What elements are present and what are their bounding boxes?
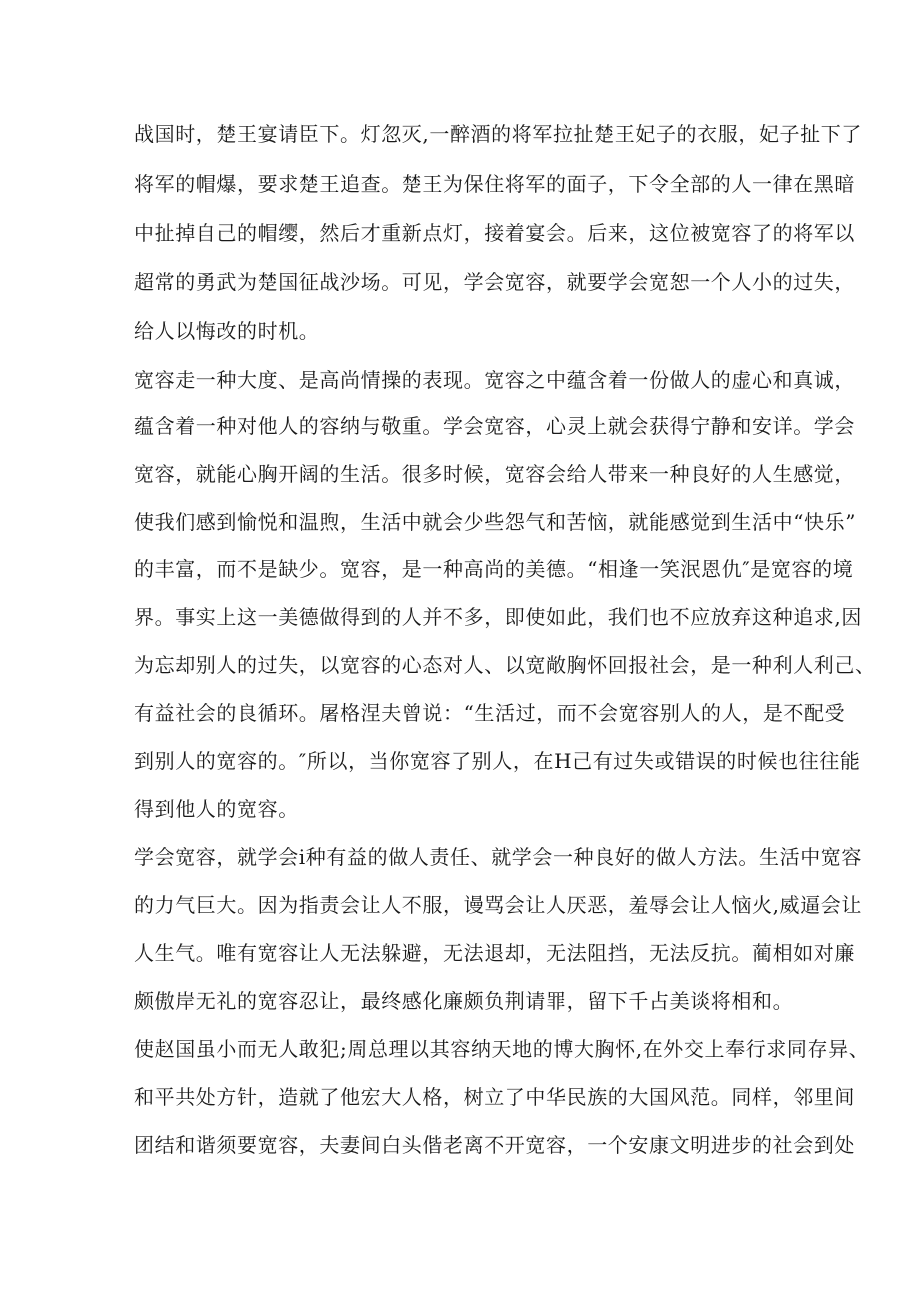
paragraph-1-line-2: 将军的帽爆，要求楚王追查。楚王为保住将军的面子，下令全部的人一律在黑暗: [134, 172, 855, 196]
paragraph-1-line-3: 中扯掉自己的帽缨，然后才重新点灯，接着宴会。后来，这位被宽容了的将军以: [134, 221, 855, 245]
paragraph-2-line-4: 使我们感到愉悦和温煦，生活中就会少些怨气和苦恼，就能感觉到生活中“快乐”: [134, 510, 857, 534]
paragraph-2-line-9: 到别人的宽容的。″所以，当你宽容了别人，在H己有过失或错误的时候也往往能: [134, 749, 861, 773]
paragraph-3-line-2: 的力气巨大。因为指责会让人不服，谩骂会让人厌恶，羞辱会让人恼火,威逼会让: [134, 893, 862, 917]
paragraph-2-line-5: 的丰富，而不是缺少。宽容，是一种高尚的美德。“相逢一笑泯恩仇″是宽容的境: [134, 557, 854, 581]
paragraph-2-line-2: 蕴含着一种对他人的容纳与敬重。学会宽容，心灵上就会获得宁静和安详。学会: [134, 414, 855, 438]
paragraph-3-line-1: 学会宽容，就学会i种有益的做人责任、就学会一种良好的做人方法。生活中宽容: [134, 845, 862, 869]
paragraph-4-line-1: 使赵国虽小而无人敢犯;周总理以其容纳天地的博大胸怀,在外交上奉行求同存异、: [134, 1037, 870, 1061]
paragraph-1-line-5: 给人以悔改的时机。: [134, 319, 320, 343]
paragraph-1-line-4: 超常的勇武为楚国征战沙场。可见，学会宽容，就要学会宽恕一个人小的过失，: [134, 270, 855, 294]
paragraph-2-line-1: 宽容走一种大度、是高尚情操的表现。宽容之中蕴含着一份做人的虚心和真诚，: [134, 368, 855, 392]
paragraph-2-line-8: 有益社会的良循环。屠格涅夫曾说：“生活过，而不会宽容别人的人，是不配受: [134, 701, 846, 725]
paragraph-4-line-2: 和平共处方针，造就了他宏大人格，树立了中华民族的大国风范。同样，邻里间: [134, 1085, 855, 1109]
paragraph-2-line-7: 为忘却别人的过失，以宽容的心态对人、以宽敞胸怀回报社会，是一种利人利己、: [134, 653, 876, 677]
paragraph-1-line-1: 战国时，楚王宴请臣下。灯忽灭,一醉酒的将军拉扯楚王妃子的衣服，妃子扯下了: [134, 122, 862, 146]
paragraph-2-line-3: 宽容，就能心胸开阔的生活。很多时候，宽容会给人带来一种良好的人生感觉，: [134, 462, 855, 486]
paragraph-4-line-3: 团结和谐须要宽容，夫妻间白头偕老离不开宽容，一个安康文明进步的社会到处: [134, 1133, 855, 1157]
paragraph-2-line-6: 界。事实上这一美德做得到的人并不多，即使如此，我们也不应放弃这种追求,因: [134, 605, 862, 629]
paragraph-3-line-3: 人生气。唯有宽容让人无法躲避，无法退却，无法阻挡，无法反抗。蔺相如对廉: [134, 941, 855, 965]
paragraph-3-line-4: 颇傲岸无礼的宽容忍让，最终感化廉颇负荆请罪，留下千占美谈将相和。: [134, 989, 794, 1013]
paragraph-2-line-10: 得到他人的宽容。: [134, 797, 299, 821]
